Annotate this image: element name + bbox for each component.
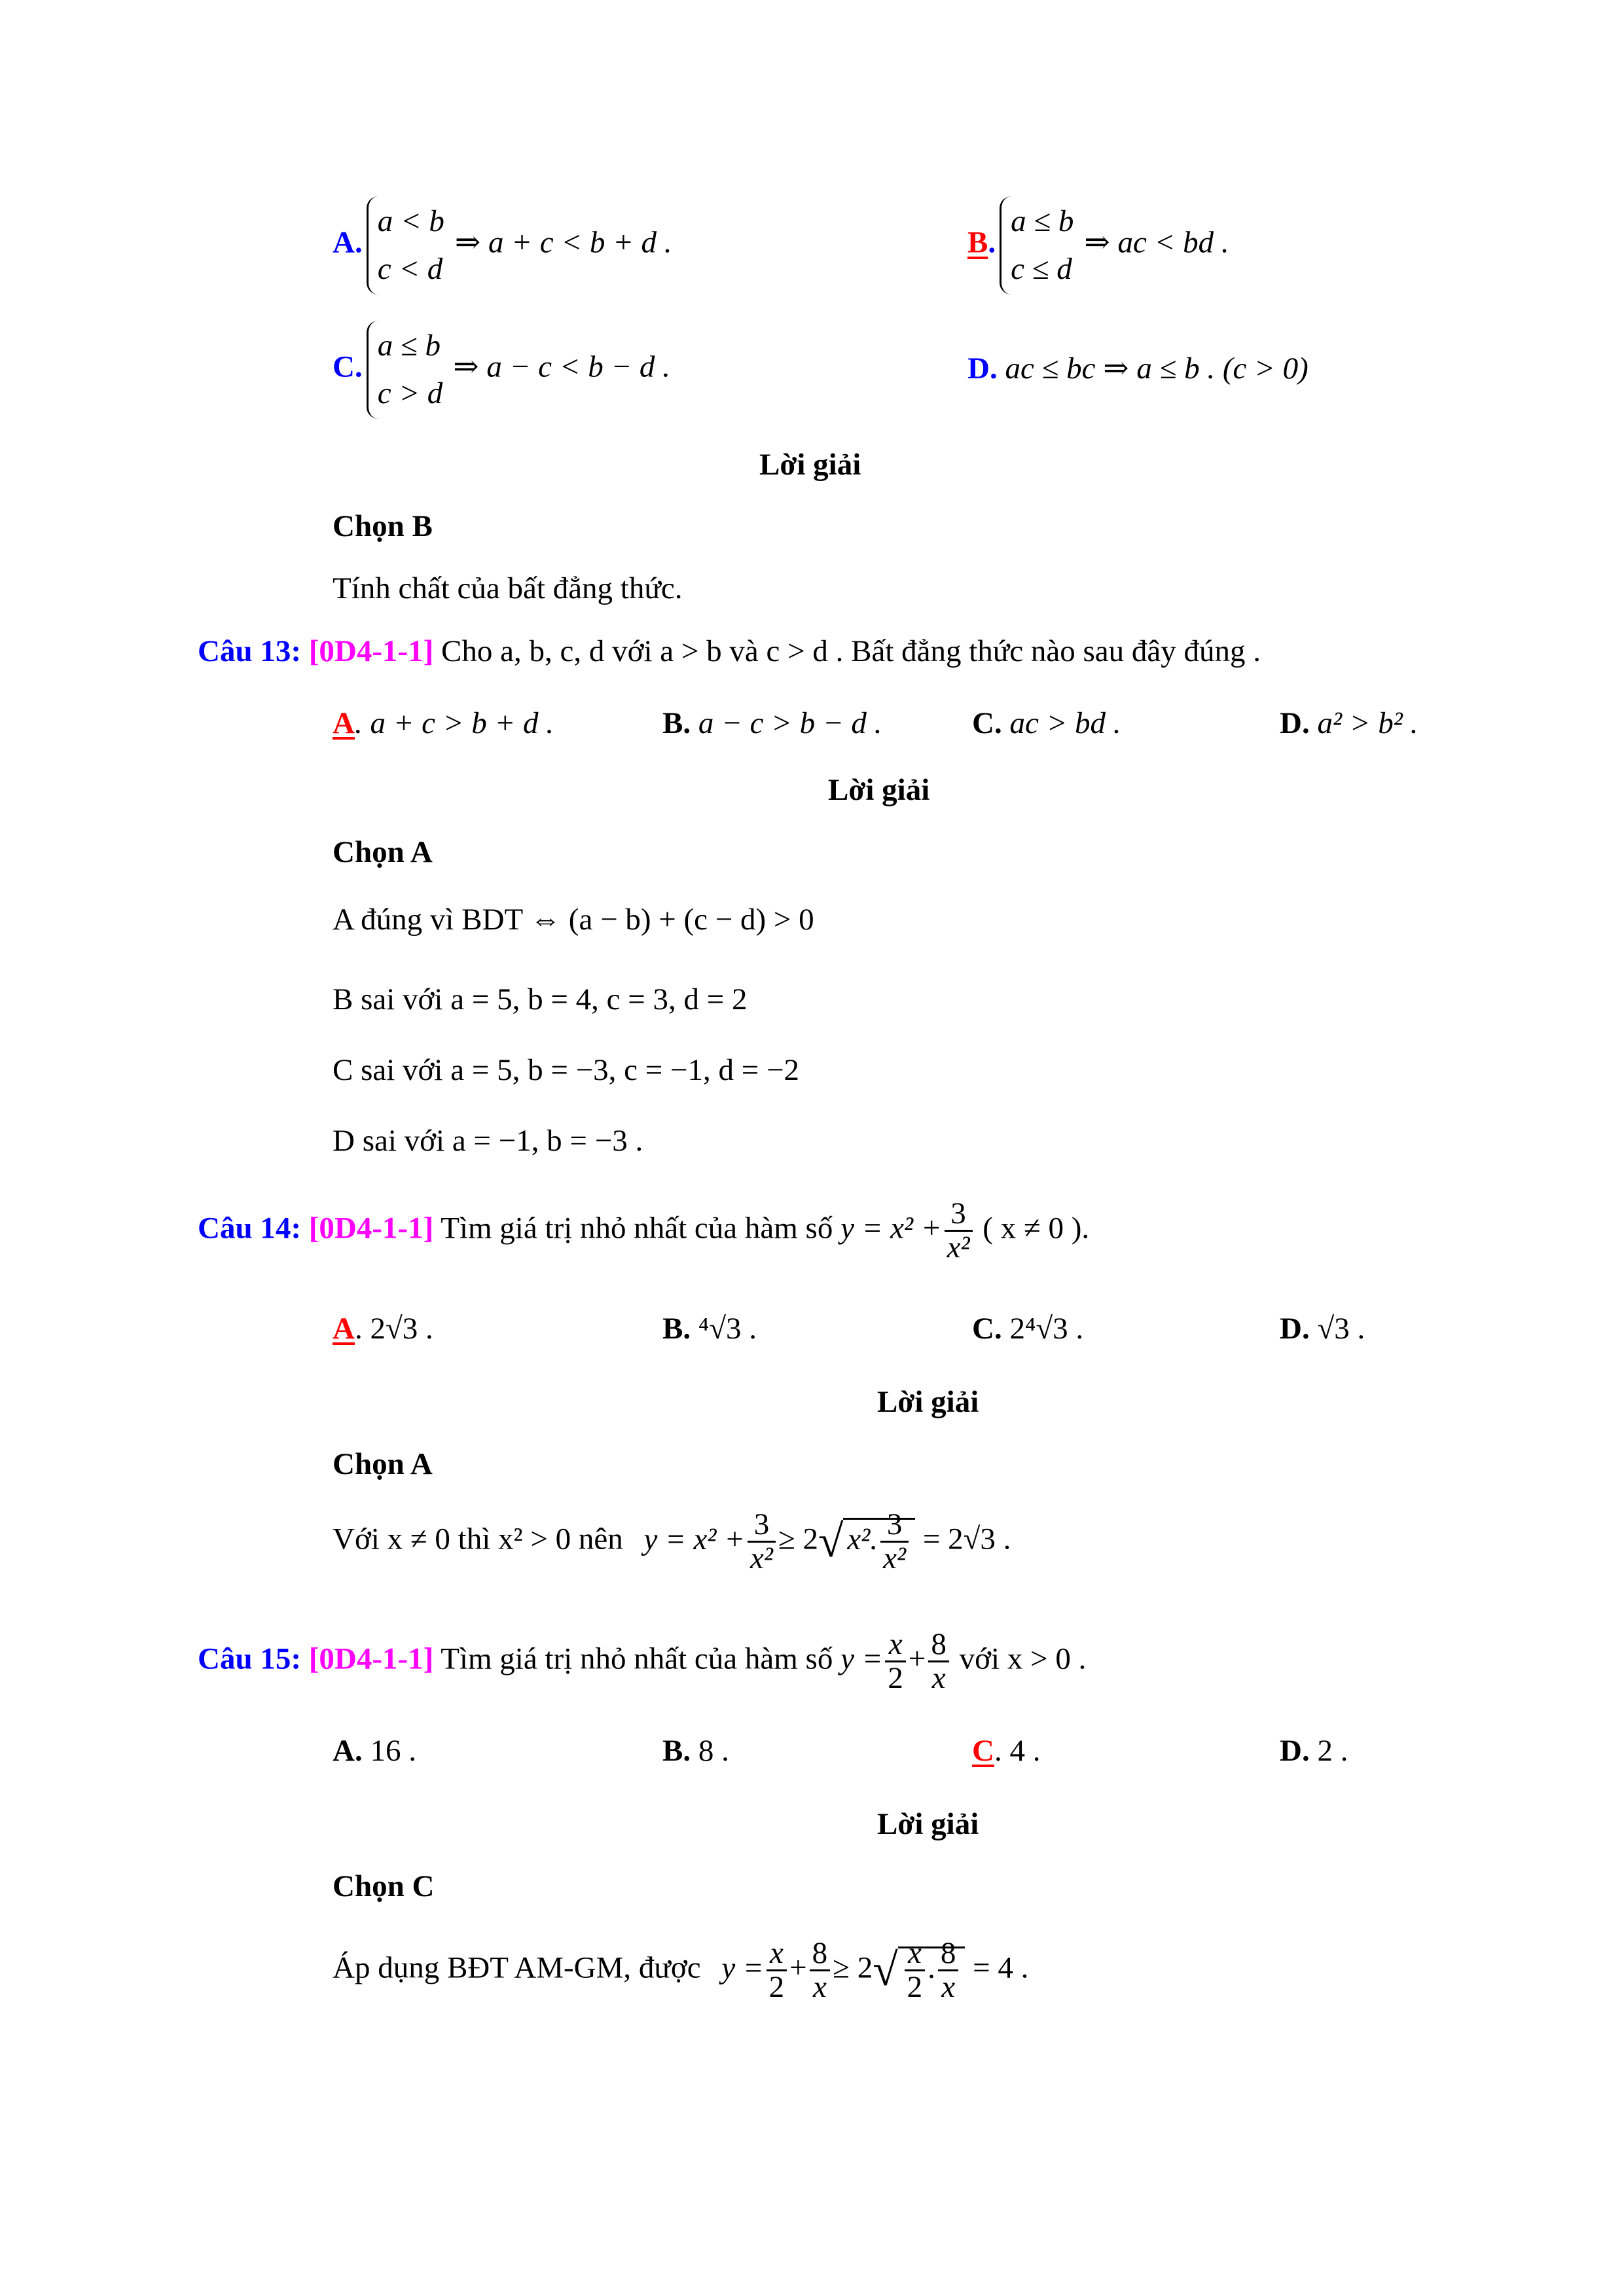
q15-sol-fraction-1 xyxy=(767,1937,787,2004)
q15-func-fraction-1 xyxy=(885,1628,906,1695)
q14-root-den: x² xyxy=(883,1541,907,1576)
q15-root-fraction-2 xyxy=(938,1937,959,2004)
q15-option-d-label: D. xyxy=(1280,1734,1310,1768)
q14-choice: Chọn A xyxy=(333,1447,433,1481)
q14-sol-fraction xyxy=(748,1509,776,1575)
q15-sol-lhs: y = xyxy=(721,1950,764,1985)
q15-sol-den1: 2 xyxy=(768,1970,785,2005)
q15-sol-fraction-2 xyxy=(810,1937,831,2004)
q15-option-a[interactable] xyxy=(333,1733,416,1768)
q12-option-d-label: D. xyxy=(967,351,998,386)
q14-option-b[interactable] xyxy=(662,1311,757,1346)
q13-option-b[interactable] xyxy=(662,706,882,741)
q13-option-d-label: D. xyxy=(1280,706,1310,740)
q15-option-d-text: 2 . xyxy=(1317,1734,1348,1768)
q12-option-c-system xyxy=(367,321,450,419)
q15-func-lhs: y = xyxy=(840,1641,883,1676)
q15-sol-prefix: Áp dụng BĐT AM-GM, được xyxy=(333,1950,701,1985)
q15-choice: Chọn C xyxy=(333,1869,435,1903)
q12-option-b-row1: a ≤ b xyxy=(1011,204,1074,238)
q14-root-fraction xyxy=(880,1509,909,1575)
q15-sqrt-symbol: √ xyxy=(873,1945,898,1996)
q15-option-b[interactable] xyxy=(662,1733,729,1768)
q15-func-plus: + xyxy=(908,1641,926,1676)
q13-number: Câu 13: xyxy=(198,634,301,668)
q14-func-cond: ( x ≠ 0 ). xyxy=(983,1211,1090,1246)
q12-solution-heading: Lời giải xyxy=(759,448,861,482)
q12-explanation: Tính chất của bất đẳng thức. xyxy=(333,571,683,605)
q12-option-a[interactable] xyxy=(333,196,672,295)
q14-func-lhs: y = x² + xyxy=(840,1211,942,1246)
q12-option-c-label: C. xyxy=(333,350,363,384)
q14-option-c-label: C. xyxy=(972,1312,1002,1346)
q12-option-b-row2: c ≤ d xyxy=(1011,251,1072,286)
q15-solution-line xyxy=(333,1937,1028,2004)
q13-line-2: B sai với a = 5, b = 4, c = 3, d = 2 xyxy=(333,982,748,1016)
q13-line-4: D sai với a = −1, b = −3 . xyxy=(333,1124,643,1158)
q14-func-num: 3 xyxy=(945,1198,973,1232)
q15-sol-plus: + xyxy=(789,1950,807,1985)
q15-sqrt-body xyxy=(898,1936,965,2005)
q13-stem-text: Cho a, b, c, d với a > b và c > d . Bất đẳng thức nào sau đây đúng . xyxy=(441,634,1261,668)
q15-sol-ge: ≥ 2 xyxy=(833,1950,873,1985)
q14-option-c[interactable] xyxy=(972,1311,1083,1346)
q13-option-a-text: . a + c > b + d . xyxy=(354,706,554,740)
q12-option-c-row2: c > d xyxy=(377,376,443,410)
q12-option-b-system xyxy=(1000,196,1080,295)
q15-sol-num2: 8 xyxy=(810,1937,831,1971)
q15-func-den1: 2 xyxy=(888,1661,903,1696)
q12-option-c[interactable] xyxy=(333,321,670,419)
q13-option-c-label: C. xyxy=(972,706,1002,740)
q14-solution-heading: Lời giải xyxy=(877,1385,979,1419)
q14-sol-prefix: Với x ≠ 0 thì x² > 0 nên xyxy=(333,1522,623,1556)
q15-sol-end: = 4 . xyxy=(973,1950,1029,1985)
q14-sol-ge: ≥ 2 xyxy=(778,1522,818,1556)
q14-option-b-label: B. xyxy=(662,1312,691,1346)
q15-option-c-text: . 4 . xyxy=(994,1734,1041,1768)
q12-option-c-row1: a ≤ b xyxy=(377,329,441,363)
q13-option-d-text: a² > b² . xyxy=(1317,706,1418,740)
q13-option-b-text: a − c > b − d . xyxy=(698,706,882,740)
q14-option-a[interactable] xyxy=(333,1311,433,1346)
q12-choice: Chọn B xyxy=(333,509,433,543)
q14-func-fraction xyxy=(945,1198,973,1265)
q14-solution-line xyxy=(333,1509,1011,1575)
q12-option-a-tail: ⇒ a + c < b + d . xyxy=(454,225,672,260)
q15-root-num2: 8 xyxy=(938,1937,959,1971)
q12-option-b-dot: . xyxy=(988,225,996,260)
q14-code: [0D4-1-1] xyxy=(308,1211,434,1246)
q14-root-a: x². xyxy=(847,1522,878,1556)
q13-option-b-label: B. xyxy=(662,706,691,740)
q13-option-a[interactable] xyxy=(333,706,554,741)
q13-line-1: A đúng vì BDT ⇔ (a − b) + (c − d) > 0 xyxy=(333,903,814,937)
q12-option-b[interactable] xyxy=(967,196,1229,295)
q12-option-b-label: B xyxy=(967,225,988,260)
q13-solution-heading: Lời giải xyxy=(828,773,930,807)
q13-option-d[interactable] xyxy=(1280,706,1418,741)
q15-number: Câu 15: xyxy=(198,1641,301,1676)
q12-option-b-tail: ⇒ ac < bd . xyxy=(1084,225,1229,260)
q14-root-num: 3 xyxy=(880,1509,909,1543)
q15-root-fraction-1 xyxy=(905,1937,926,2004)
q12-option-a-label: A. xyxy=(333,225,363,260)
q15-stem-text: Tìm giá trị nhỏ nhất của hàm số xyxy=(441,1641,833,1676)
q14-option-b-text: ⁴√3 . xyxy=(698,1312,757,1346)
q12-option-a-row2: c < d xyxy=(377,251,443,286)
q15-option-a-label: A. xyxy=(333,1734,363,1768)
q15-option-b-text: 8 . xyxy=(698,1734,729,1768)
q14-sol-den: x² xyxy=(749,1541,773,1576)
q15-sol-den2: x xyxy=(812,1970,827,2005)
q14-func-den: x² xyxy=(947,1230,970,1265)
q15-solution-heading: Lời giải xyxy=(877,1807,979,1841)
q15-root-dot: . xyxy=(928,1950,935,1985)
q13-stem xyxy=(198,634,1261,669)
q15-root-den2: x xyxy=(941,1970,956,2005)
q14-option-d-text: √3 . xyxy=(1317,1312,1365,1346)
q13-code: [0D4-1-1] xyxy=(308,634,434,668)
q15-func-cond: với x > 0 . xyxy=(959,1641,1087,1676)
q15-func-num1: x xyxy=(885,1628,906,1662)
q14-stem-text: Tìm giá trị nhỏ nhất của hàm số xyxy=(441,1211,833,1246)
q15-option-c[interactable] xyxy=(972,1733,1040,1768)
q14-sqrt-symbol: √ xyxy=(818,1516,844,1567)
q15-func-den2: x xyxy=(931,1661,946,1696)
q13-option-c[interactable] xyxy=(972,706,1121,741)
q15-root-num1: x xyxy=(905,1937,926,1971)
q15-option-c-label: C xyxy=(972,1734,994,1768)
q12-option-a-system xyxy=(367,196,451,295)
q14-option-d-label: D. xyxy=(1280,1312,1310,1346)
q13-choice: Chọn A xyxy=(333,835,433,869)
q15-code: [0D4-1-1] xyxy=(308,1641,434,1676)
q14-stem xyxy=(198,1198,1089,1265)
q15-option-d[interactable] xyxy=(1280,1733,1348,1768)
q15-option-b-label: B. xyxy=(662,1734,691,1768)
q14-number: Câu 14: xyxy=(198,1211,301,1246)
q15-stem xyxy=(198,1628,1086,1695)
q13-option-c-text: ac > bd . xyxy=(1009,706,1121,740)
q14-sol-lhs: y = x² + xyxy=(643,1522,745,1556)
q15-func-num2: 8 xyxy=(928,1628,949,1662)
q14-option-c-text: 2⁴√3 . xyxy=(1009,1312,1084,1346)
q15-func-fraction-2 xyxy=(928,1628,949,1695)
q12-option-d[interactable] xyxy=(967,350,1308,386)
q12-option-c-tail: ⇒ a − c < b − d . xyxy=(453,350,670,384)
q13-line-3: C sai với a = 5, b = −3, c = −1, d = −2 xyxy=(333,1053,799,1087)
q15-option-a-text: 16 . xyxy=(370,1734,416,1768)
q14-option-d[interactable] xyxy=(1280,1311,1365,1346)
q14-sol-end: = 2√3 . xyxy=(922,1522,1011,1556)
q15-root-den1: 2 xyxy=(907,1970,923,2005)
q12-option-d-text: ac ≤ bc ⇒ a ≤ b . (c > 0) xyxy=(1005,351,1308,386)
q14-sol-num: 3 xyxy=(748,1509,776,1543)
q13-option-a-label: A xyxy=(333,706,355,740)
q12-option-a-row1: a < b xyxy=(377,204,444,238)
q15-sol-num1: x xyxy=(767,1937,787,1971)
q14-option-a-text: . 2√3 . xyxy=(354,1312,433,1346)
q14-option-a-label: A xyxy=(333,1312,355,1346)
q14-sqrt-body xyxy=(843,1507,915,1576)
